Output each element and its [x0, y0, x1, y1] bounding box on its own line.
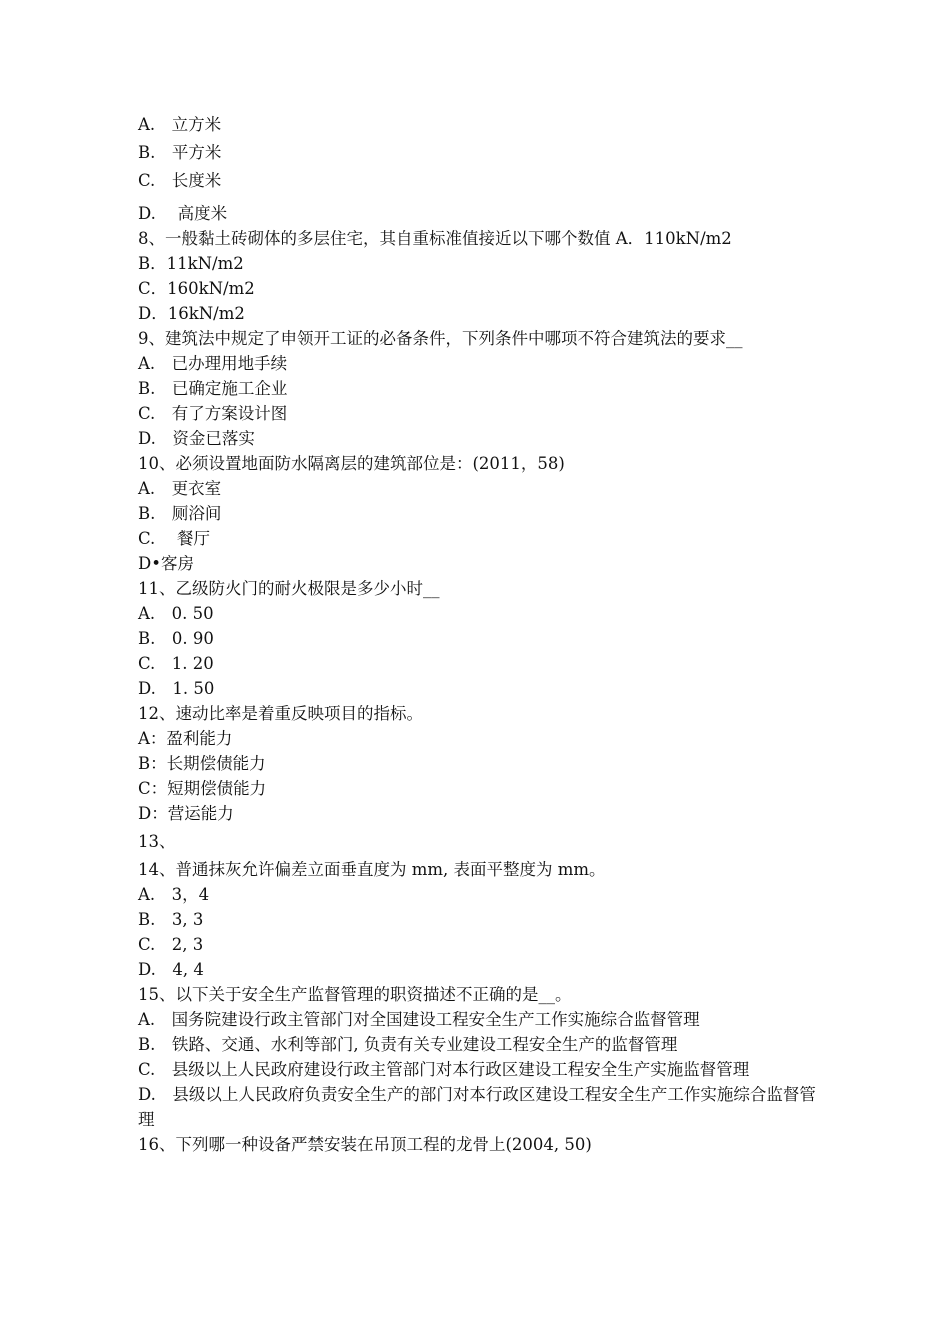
q15-option-a: A. 国务院建设行政主管部门对全国建设工程安全生产工作实施综合监督管理: [138, 1010, 700, 1029]
q10-option-c: C. 餐厅: [138, 529, 211, 548]
question-13: 13、: [138, 832, 176, 851]
q7-option-a: A. 立方米: [138, 115, 222, 134]
q9-option-c: C. 有了方案设计图: [138, 404, 288, 423]
q12-option-d: D：营运能力: [138, 804, 234, 823]
question-8: 8、一般黏土砖砌体的多层住宅，其自重标准值接近以下哪个数值 A．110kN/m2: [138, 229, 732, 248]
q10-option-d: D•客房: [138, 554, 194, 573]
q11-option-a: A. 0. 50: [138, 604, 214, 623]
q7-option-b: B. 平方米: [138, 143, 222, 162]
q9-option-b: B. 已确定施工企业: [138, 379, 288, 398]
q7-option-c: C. 长度米: [138, 171, 222, 190]
q15-option-c: C. 县级以上人民政府建设行政主管部门对本行政区建设工程安全生产实施监督管理: [138, 1060, 750, 1079]
q8-option-c: C．160kN/m2: [138, 279, 255, 298]
q7-option-d: D. 高度米: [138, 204, 228, 223]
q9-option-a: A. 已办理用地手续: [138, 354, 288, 373]
q11-option-b: B. 0. 90: [138, 629, 214, 648]
q11-option-c: C. 1. 20: [138, 654, 214, 673]
q12-option-c: C：短期偿债能力: [138, 779, 267, 798]
question-16: 16、下列哪一种设备严禁安装在吊顶工程的龙骨上(2004, 50): [138, 1135, 592, 1154]
q14-option-d: D. 4, 4: [138, 960, 204, 979]
question-12: 12、速动比率是着重反映项目的指标。: [138, 704, 423, 723]
q12-option-a: A：盈利能力: [138, 729, 233, 748]
question-15: 15、以下关于安全生产监督管理的职资描述不正确的是__。: [138, 985, 572, 1004]
q15-option-b: B. 铁路、交通、水利等部门, 负责有关专业建设工程安全生产的监督管理: [138, 1035, 678, 1054]
q12-option-b: B：长期偿债能力: [138, 754, 266, 773]
q9-option-d: D. 资金已落实: [138, 429, 255, 448]
question-14: 14、普通抹灰允许偏差立面垂直度为 mm, 表面平整度为 mm。: [138, 860, 606, 879]
q15-option-d: D. 县级以上人民政府负责安全生产的部门对本行政区建设工程安全生产工作实施综合监督管理: [138, 1085, 816, 1129]
question-10: 10、必须设置地面防水隔离层的建筑部位是：(2011，58): [138, 454, 565, 473]
q14-option-a: A. 3，4: [138, 885, 210, 904]
q8-option-d: D．16kN/m2: [138, 304, 245, 323]
question-11: 11、乙级防火门的耐火极限是多少小时__: [138, 579, 440, 598]
q8-option-b: B．11kN/m2: [138, 254, 244, 273]
q10-option-a: A. 更衣室: [138, 479, 222, 498]
question-9: 9、建筑法中规定了申领开工证的必备条件，下列条件中哪项不符合建筑法的要求__: [138, 329, 743, 348]
q14-option-c: C. 2, 3: [138, 935, 204, 954]
q11-option-d: D. 1. 50: [138, 679, 215, 698]
q14-option-b: B. 3, 3: [138, 910, 204, 929]
q10-option-b: B. 厕浴间: [138, 504, 222, 523]
document-page: [138, 112, 818, 1157]
